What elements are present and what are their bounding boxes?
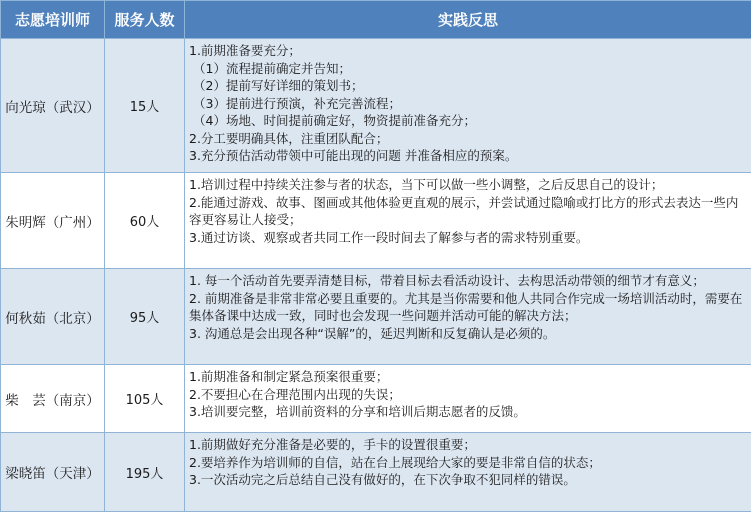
trainer-name: 向光琼（武汉） bbox=[1, 39, 105, 173]
table-row bbox=[1, 269, 751, 365]
reflection-line: 2.不要担心在合理范围内出现的失误； bbox=[189, 386, 401, 402]
reflection-line: 3.通过访谈、观察或者共同工作一段时间去了解参与者的需求特别重要。 bbox=[189, 229, 589, 245]
reflection-line: 2.分工要明确具体，注重团队配合； bbox=[189, 130, 389, 146]
reflection-line: 2.要培养作为培训师的自信，站在台上展现给大家的要是非常自信的状态； bbox=[189, 454, 601, 470]
reflection-line: 3.充分预估活动带领中可能出现的问题 并准备相应的预案。 bbox=[189, 148, 518, 163]
reflection-cell bbox=[185, 433, 751, 512]
table-row bbox=[1, 173, 751, 269]
reflection-line: 1.培训过程中持续关注参与者的状态，当下可以做一些小调整，之后反思自己的设计； bbox=[189, 177, 664, 192]
service-count: 105人 bbox=[105, 365, 185, 433]
reflection-cell bbox=[185, 173, 751, 269]
reflection-line: 1.前期准备和制定紧急预案很重要； bbox=[189, 369, 389, 384]
reflection-cell bbox=[185, 365, 751, 433]
reflection-line: 1. 每一个活动首先要弄清楚目标，带着目标去看活动设计、去构思活动带领的细节才有意义； bbox=[189, 273, 705, 288]
header-row bbox=[1, 1, 751, 39]
reflection-line: 1.前期做好充分准备是必要的，手卡的设置很重要； bbox=[189, 437, 476, 452]
reflection-line: 1.前期准备要充分； bbox=[189, 43, 301, 58]
table-row bbox=[1, 39, 751, 173]
reflection-line: （3）提前进行预演，补充完善流程； bbox=[193, 95, 401, 111]
reflection-line: 2.能通过游戏、故事、图画或其他体验更直观的展示，并尝试通过隐喻或打比方的形式去表达一些内容更容易让人接受； bbox=[189, 194, 739, 227]
header-trainer: 志愿培训师 bbox=[1, 1, 105, 39]
header-reflection: 实践反思 bbox=[185, 1, 751, 39]
table-row bbox=[1, 365, 751, 433]
reflection-cell bbox=[185, 269, 751, 365]
table-row bbox=[1, 433, 751, 512]
reflection-line: （1）流程提前确定并告知； bbox=[193, 60, 351, 76]
service-count: 60人 bbox=[105, 173, 185, 269]
reflection-line: 3.培训要完整，培训前资料的分享和培训后期志愿者的反馈。 bbox=[189, 404, 526, 419]
header-count: 服务人数 bbox=[105, 1, 185, 39]
reflection-line: 2. 前期准备是非常非常必要且重要的。尤其是当你需要和他人共同合作完成一场培训活动时，需要在集体备课中达成一致，同时也会发现一些问题并活动可能的解决方法； bbox=[189, 290, 743, 323]
reflection-line: 3.一次活动完之后总结自己没有做好的，在下次争取不犯同样的错误。 bbox=[189, 472, 576, 487]
reflection-line: （4）场地、时间提前确定好，物资提前准备充分； bbox=[193, 113, 476, 128]
reflection-line: 3. 沟通总是会出现各种“误解”的，延迟判断和反复确认是必须的。 bbox=[189, 325, 556, 341]
trainer-name: 柴 芸（南京） bbox=[1, 365, 105, 433]
reflection-cell bbox=[185, 39, 751, 173]
service-count: 15人 bbox=[105, 39, 185, 173]
trainer-name: 何秋茹（北京） bbox=[1, 269, 105, 365]
trainer-name: 朱明辉（广州） bbox=[1, 173, 105, 269]
trainer-name: 梁晓笛（天津） bbox=[1, 433, 105, 512]
reflection-line: （2）提前写好详细的策划书； bbox=[193, 78, 364, 93]
service-count: 195人 bbox=[105, 433, 185, 512]
service-count: 95人 bbox=[105, 269, 185, 365]
